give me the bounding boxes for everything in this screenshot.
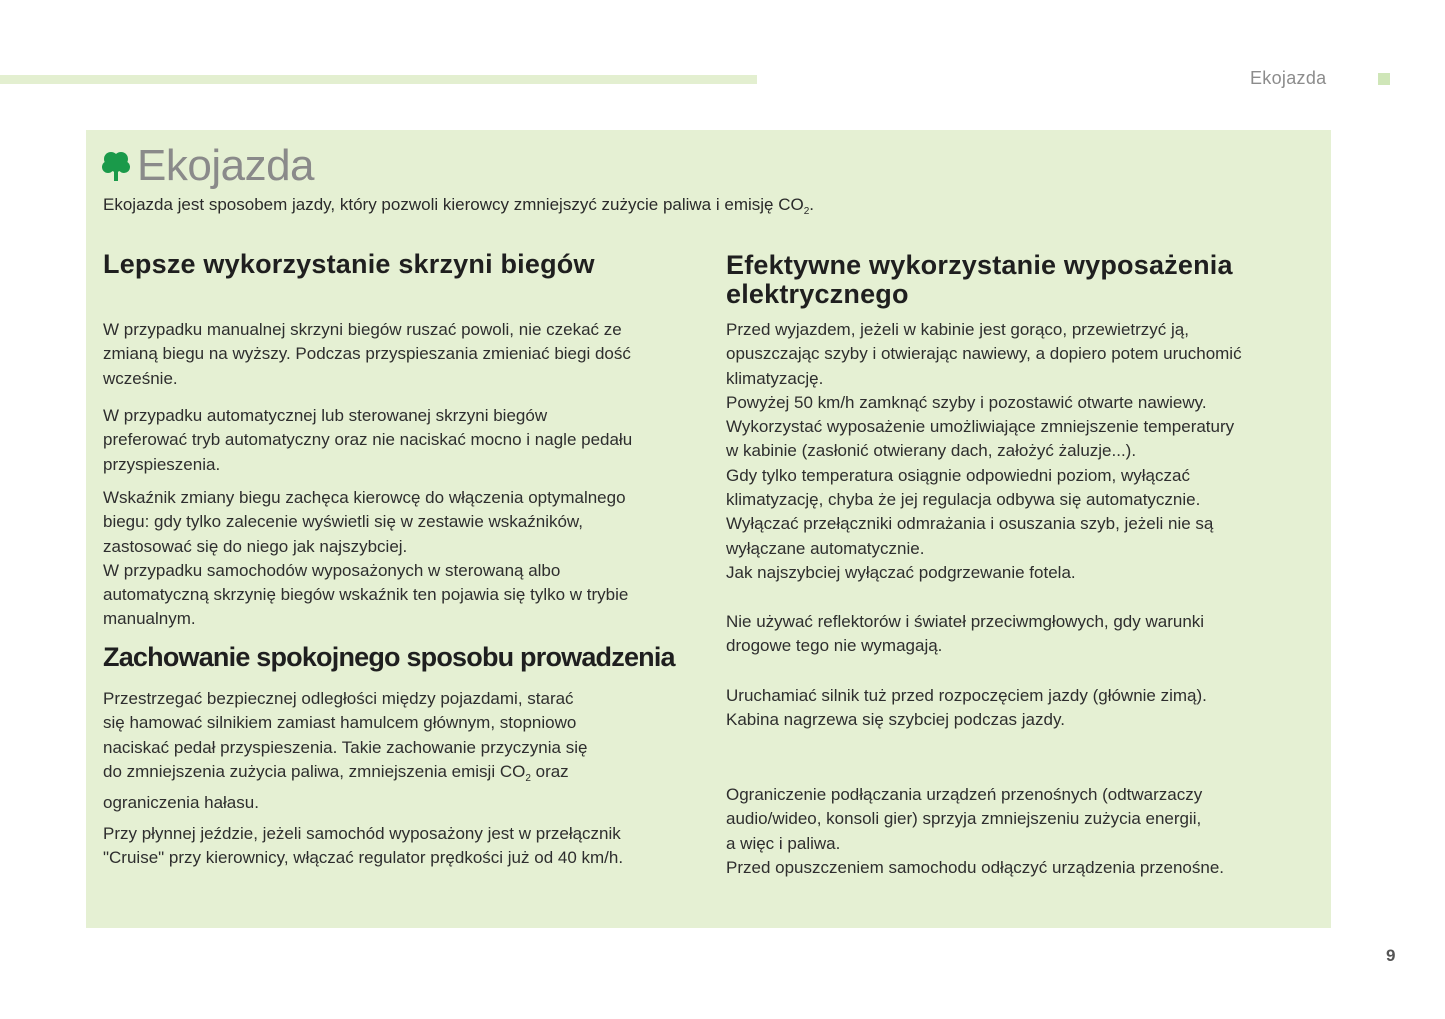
- text-line: Wskaźnik zmiany biegu zachęca kierowcę do włączenia optymalnego: [103, 488, 626, 507]
- text-line: drogowe tego nie wymagają.: [726, 636, 943, 656]
- text-line: Ograniczenie podłączania urządzeń przenośnych (odtwarzaczy: [726, 785, 1203, 804]
- paragraph-fog-lights: [726, 610, 1204, 659]
- tree-icon: [102, 150, 130, 182]
- header-section-title: Ekojazda: [1250, 68, 1327, 88]
- text-line: przyspieszenia.: [103, 454, 221, 474]
- heading-electrical-equipment-1: Efektywne wykorzystanie wyposażenia: [726, 250, 1233, 280]
- text-line: preferować tryb automatyczny oraz nie naciskać mocno i nagle pedału: [103, 430, 633, 450]
- paragraph-air-conditioning: [726, 318, 1242, 585]
- text-line: wcześnie.: [103, 368, 178, 388]
- paragraph-safe-distance: [103, 687, 587, 815]
- text-line: Przed opuszczeniem samochodu odłączyć urządzenia przenośne.: [726, 857, 1224, 877]
- title-row: [102, 140, 314, 192]
- paragraph-manual-gearbox: [103, 318, 631, 391]
- text-line: Powyżej 50 km/h zamknąć szyby i pozostawić otwarte nawiewy.: [726, 392, 1207, 412]
- text-line: Jak najszybciej wyłączać podgrzewanie fotela.: [726, 562, 1076, 582]
- text-line: Przed wyjazdem, jeżeli w kabinie jest gorąco, przewietrzyć ją,: [726, 320, 1189, 339]
- text-line: się hamować silnikiem zamiast hamulcem głównym, stopniowo: [103, 713, 577, 733]
- text-line: W przypadku samochodów wyposażonych w sterowaną albo: [103, 560, 561, 580]
- paragraph-engine-start: [726, 684, 1207, 733]
- header-marker-square: [1378, 73, 1390, 85]
- text-line: W przypadku automatycznej lub sterowanej skrzyni biegów: [103, 406, 548, 425]
- text-line: Gdy tylko temperatura osiągnie odpowiedni poziom, wyłączać: [726, 465, 1190, 485]
- heading-electrical-equipment-2: elektrycznego: [726, 279, 909, 309]
- heading-gearbox: Lepsze wykorzystanie skrzyni biegów: [103, 249, 595, 279]
- intro-text: Ekojazda jest sposobem jazdy, który pozwoli kierowcy zmniejszyć zużycie paliwa i emisję $CO_2$.: [103, 195, 815, 217]
- text-line: zastosować się do niego jak najszybciej.: [103, 536, 408, 556]
- text-line: "Cruise" przy kierownicy, włączać regulator prędkości już od 40 km/h.: [103, 848, 624, 868]
- text-line: biegu: gdy tylko zalecenie wyświetli się w zestawie wskaźników,: [103, 512, 583, 532]
- text-line: audio/wideo, konsoli gier) sprzyja zmniejszeniu zużycia energii,: [726, 809, 1202, 829]
- text-line: ograniczenia hałasu.: [103, 793, 259, 813]
- paragraph-cruise-control: [103, 822, 623, 871]
- heading-calm-driving: Zachowanie spokojnego sposobu prowadzenia: [103, 642, 675, 672]
- text-line: Wyłączać przełączniki odmrażania i osuszania szyb, jeżeli nie są: [726, 514, 1214, 534]
- text-line: manualnym.: [103, 609, 196, 629]
- right-column-heading: [726, 251, 1233, 309]
- text-line: Wykorzystać wyposażenie umożliwiające zmniejszenie temperatury: [726, 417, 1235, 437]
- page-number: 9: [1386, 946, 1396, 965]
- paragraph-portable-devices: [726, 783, 1224, 880]
- text-line: wyłączane automatycznie.: [726, 538, 925, 558]
- text-line: opuszczając szyby i otwierając nawiewy, a dopiero potem uruchomić: [726, 344, 1242, 364]
- header-accent-bar: [0, 75, 757, 84]
- paragraph-automatic-gearbox: [103, 404, 632, 477]
- left-column: [103, 250, 595, 279]
- text-line: Nie używać reflektorów i świateł przeciwmgłowych, gdy warunki: [726, 612, 1205, 631]
- text-line: klimatyzację.: [726, 368, 824, 388]
- text-line: a więc i paliwa.: [726, 833, 841, 853]
- page-title: Ekojazda: [137, 141, 315, 190]
- text-line: automatyczną skrzynię biegów wskaźnik ten pojawia się tylko w trybie: [103, 585, 629, 605]
- text-line: do zmniejszenia zużycia paliwa, zmniejszenia emisji $CO_2$ oraz: [103, 761, 569, 784]
- text-line: Uruchamiać silnik tuż przed rozpoczęciem jazdy (głównie zimą).: [726, 686, 1207, 705]
- text-line: Przestrzegać bezpiecznej odległości między pojazdami, starać: [103, 689, 574, 708]
- paragraph-gear-indicator: [103, 486, 628, 632]
- heading-calm-driving-wrap: [103, 643, 675, 672]
- text-line: W przypadku manualnej skrzyni biegów ruszać powoli, nie czekać ze: [103, 320, 622, 339]
- text-line: Kabina nagrzewa się szybciej podczas jazdy.: [726, 710, 1065, 730]
- text-line: Przy płynnej jeździe, jeżeli samochód wyposażony jest w przełącznik: [103, 824, 621, 843]
- text-line: zmianą biegu na wyższy. Podczas przyspieszania zmieniać biegi dość: [103, 344, 631, 364]
- text-line: klimatyzację, chyba że jej regulacja odbywa się automatycznie.: [726, 490, 1201, 510]
- text-line: naciskać pedał przyspieszenia. Takie zachowanie przyczynia się: [103, 737, 588, 757]
- text-line: w kabinie (zasłonić otwierany dach, założyć żaluzje...).: [726, 441, 1137, 461]
